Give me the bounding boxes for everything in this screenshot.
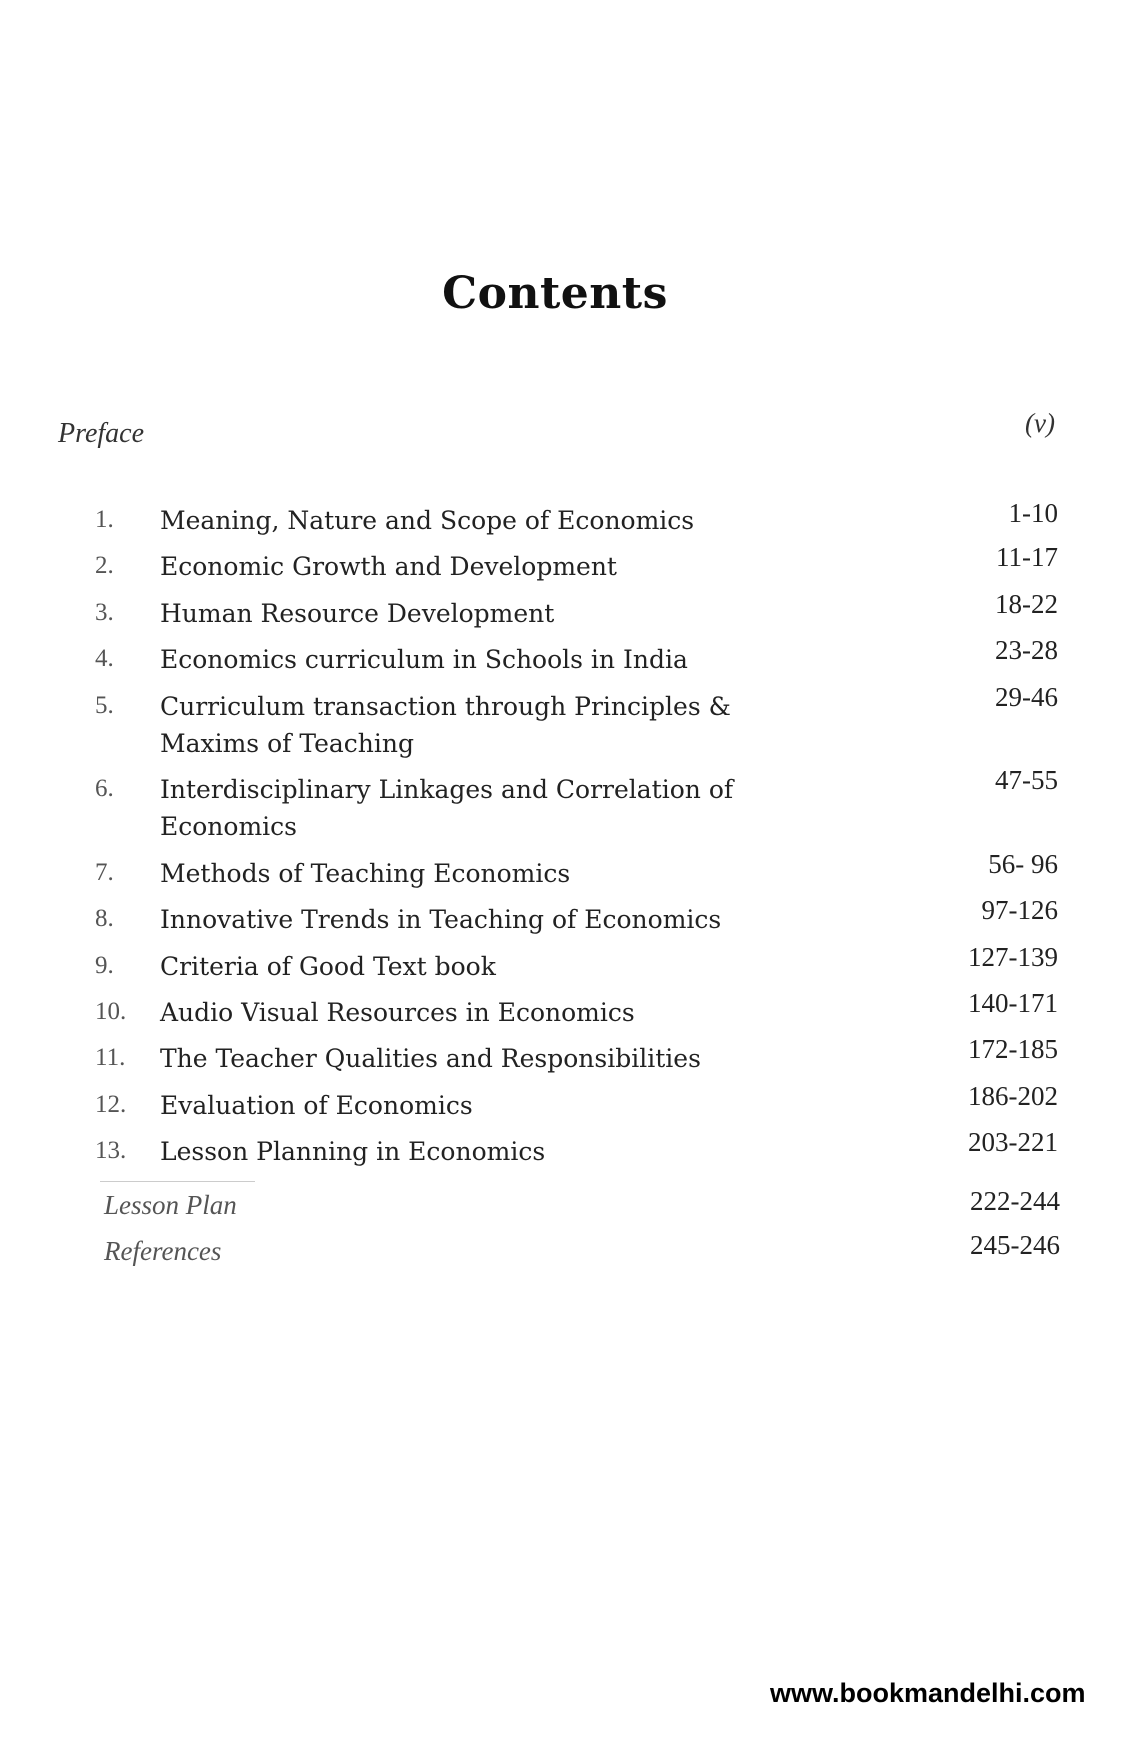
entry-pages: 127-139 <box>968 942 1058 972</box>
entry-pages: 97-126 <box>981 895 1058 925</box>
entry-title: Evaluation of Economics <box>160 1091 473 1120</box>
entry-number: 10. <box>95 998 127 1025</box>
entry-pages: 11-17 <box>996 542 1058 572</box>
entry-number: 13. <box>95 1137 127 1164</box>
lesson-plan-pages: 222-244 <box>970 1186 1060 1216</box>
entry-title: Innovative Trends in Teaching of Economics <box>160 905 722 934</box>
preface-label: Preface <box>58 418 145 449</box>
references-label: References <box>104 1236 222 1266</box>
entry-pages: 172-185 <box>968 1034 1058 1064</box>
entry-title: Human Resource Development <box>160 599 555 628</box>
entry-number: 3. <box>95 599 114 626</box>
divider <box>100 1181 255 1182</box>
entry-number: 2. <box>95 552 114 579</box>
entry-title: Economics curriculum in Schools in India <box>160 645 688 674</box>
entry-number: 5. <box>95 692 114 719</box>
entry-title: Curriculum transaction through Principles & Maxims of Teaching <box>160 692 731 758</box>
entry-title: Lesson Planning in Economics <box>160 1137 546 1166</box>
lesson-plan-label: Lesson Plan <box>104 1190 237 1220</box>
entry-number: 4. <box>95 645 114 672</box>
entry-title: The Teacher Qualities and Responsibilities <box>160 1044 701 1073</box>
entry-number: 12. <box>95 1091 127 1118</box>
entry-number: 11. <box>95 1044 126 1071</box>
entry-pages: 47-55 <box>995 765 1058 795</box>
entry-number: 9. <box>95 952 114 979</box>
entry-number: 7. <box>95 859 114 886</box>
watermark-url: www.bookmandelhi.com <box>770 1678 1086 1708</box>
references-pages: 245-246 <box>970 1230 1060 1260</box>
entry-title: Audio Visual Resources in Economics <box>160 998 635 1027</box>
entry-title: Criteria of Good Text book <box>160 952 496 981</box>
entry-pages: 203-221 <box>968 1127 1058 1157</box>
entry-pages: 140-171 <box>968 988 1058 1018</box>
entry-title: Methods of Teaching Economics <box>160 859 571 888</box>
entry-title: Meaning, Nature and Scope of Economics <box>160 506 695 535</box>
entry-number: 6. <box>95 775 114 802</box>
preface-page-number: (v) <box>1025 408 1055 438</box>
entry-pages: 56- 96 <box>988 849 1058 879</box>
entry-number: 8. <box>95 905 114 932</box>
entry-title: Interdisciplinary Linkages and Correlation of Economics <box>160 775 734 841</box>
entry-pages: 18-22 <box>995 589 1058 619</box>
entry-pages: 23-28 <box>995 635 1058 665</box>
entry-pages: 1-10 <box>1008 498 1058 528</box>
entry-title: Economic Growth and Development <box>160 552 617 581</box>
entry-pages: 186-202 <box>968 1081 1058 1111</box>
entry-pages: 29-46 <box>995 682 1058 712</box>
entry-number: 1. <box>95 506 114 533</box>
page-title: Contents <box>442 268 668 319</box>
